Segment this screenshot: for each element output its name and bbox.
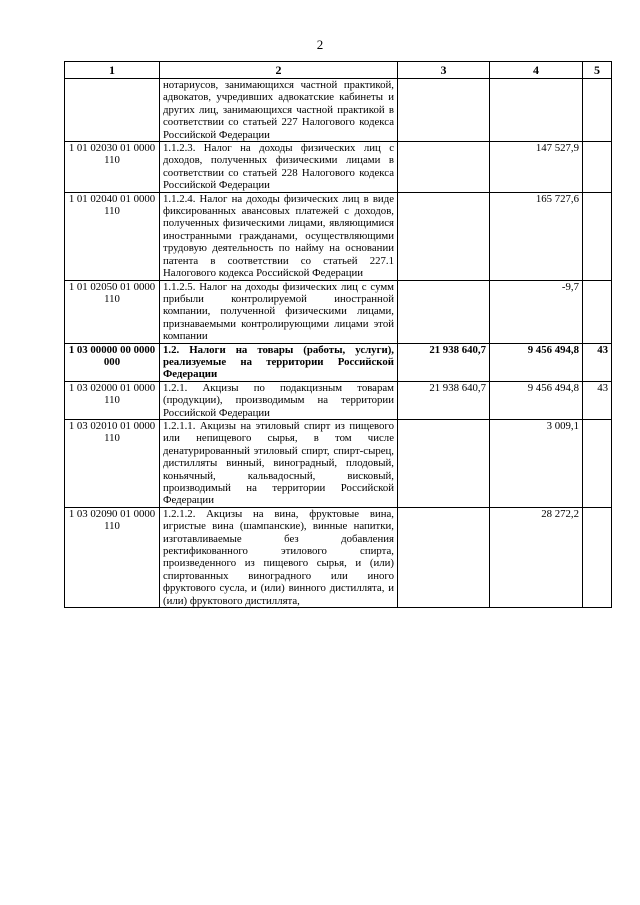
page-number: 2 xyxy=(316,37,324,52)
plan-amount-cell xyxy=(398,419,490,507)
table-row xyxy=(65,280,612,343)
budget-code-cell: 1 01 02030 01 0000 110 xyxy=(65,142,160,193)
percent-cell xyxy=(583,142,612,193)
percent-cell xyxy=(583,79,612,142)
fact-amount-cell: 9 456 494,8 xyxy=(490,343,583,381)
plan-amount-cell xyxy=(398,507,490,607)
item-name-cell: 1.2.1. Акцизы по подакцизным товарам (продукции), производимым на территории Российской Федерации xyxy=(160,381,398,419)
budget-code-cell: 1 03 02000 01 0000 110 xyxy=(65,381,160,419)
percent-cell xyxy=(583,192,612,280)
table-row xyxy=(65,381,612,419)
table-row xyxy=(65,192,612,280)
revenue-table xyxy=(64,61,612,608)
plan-amount-cell xyxy=(398,142,490,193)
table-row xyxy=(65,142,612,193)
table-header-row xyxy=(65,62,612,79)
item-name-cell: 1.2. Налоги на товары (работы, услуги), реализуемые на территории Российской Федерации xyxy=(160,343,398,381)
budget-code-cell xyxy=(65,79,160,142)
header-col-4: 4 xyxy=(490,62,583,79)
item-name-cell: 1.2.1.1. Акцизы на этиловый спирт из пищевого или непищевого сырья, в том числе денатурированный этиловый спирт, спирт-сырец, дистилляты винный, виноградный, плодовый, коньячный, кальвадосный, висковый, производимый на территории Российской Федерации xyxy=(160,419,398,507)
budget-code-cell: 1 03 02010 01 0000 110 xyxy=(65,419,160,507)
percent-cell xyxy=(583,280,612,343)
item-name-cell: 1.1.2.5. Налог на доходы физических лиц с сумм прибыли контролируемой иностранной компании, полученной физическими лицами, признаваемыми контролирующими лицами этой компании xyxy=(160,280,398,343)
fact-amount-cell: 9 456 494,8 xyxy=(490,381,583,419)
fact-amount-cell xyxy=(490,79,583,142)
plan-amount-cell: 21 938 640,7 xyxy=(398,343,490,381)
table-row xyxy=(65,79,612,142)
fact-amount-cell: -9,7 xyxy=(490,280,583,343)
header-col-1: 1 xyxy=(65,62,160,79)
budget-code-cell: 1 01 02040 01 0000 110 xyxy=(65,192,160,280)
table-row xyxy=(65,419,612,507)
percent-cell: 43 xyxy=(583,381,612,419)
fact-amount-cell: 3 009,1 xyxy=(490,419,583,507)
item-name-cell: 1.1.2.4. Налог на доходы физических лиц в виде фиксированных авансовых платежей с доходов, полученных физическими лицами, являющимися иностранными гражданами, осуществляющими трудовую деятельность по найму на основании патента в соответствии со статьей 227.1 Налогового кодекса Российской Федерации xyxy=(160,192,398,280)
budget-code-cell: 1 03 00000 00 0000 000 xyxy=(65,343,160,381)
percent-cell xyxy=(583,507,612,607)
table-row xyxy=(65,343,612,381)
fact-amount-cell: 165 727,6 xyxy=(490,192,583,280)
table-row xyxy=(65,507,612,607)
plan-amount-cell xyxy=(398,192,490,280)
header-col-5: 5 xyxy=(583,62,612,79)
plan-amount-cell: 21 938 640,7 xyxy=(398,381,490,419)
fact-amount-cell: 147 527,9 xyxy=(490,142,583,193)
percent-cell: 43 xyxy=(583,343,612,381)
plan-amount-cell xyxy=(398,280,490,343)
item-name-cell: 1.1.2.3. Налог на доходы физических лиц с доходов, полученных физическими лицами в соответствии со статьей 228 Налогового кодекса Российской Федерации xyxy=(160,142,398,193)
budget-code-cell: 1 03 02090 01 0000 110 xyxy=(65,507,160,607)
fact-amount-cell: 28 272,2 xyxy=(490,507,583,607)
percent-cell xyxy=(583,419,612,507)
item-name-cell: нотариусов, занимающихся частной практикой, адвокатов, учредивших адвокатские кабинеты и других лиц, занимающихся частной практикой в соответствии со статьей 227 Налогового кодекса Российской Федерации xyxy=(160,79,398,142)
item-name-cell: 1.2.1.2. Акцизы на вина, фруктовые вина, игристые вина (шампанские), винные напитки, изготавливаемые без добавления ректификованного этилового спирта, произведенного из пищевого сырья, и (или) спиртованных виноградного или иного фруктового сусла, и (или) винного дистиллята, и (или) фруктового дистиллята, xyxy=(160,507,398,607)
header-col-3: 3 xyxy=(398,62,490,79)
header-col-2: 2 xyxy=(160,62,398,79)
plan-amount-cell xyxy=(398,79,490,142)
budget-code-cell: 1 01 02050 01 0000 110 xyxy=(65,280,160,343)
